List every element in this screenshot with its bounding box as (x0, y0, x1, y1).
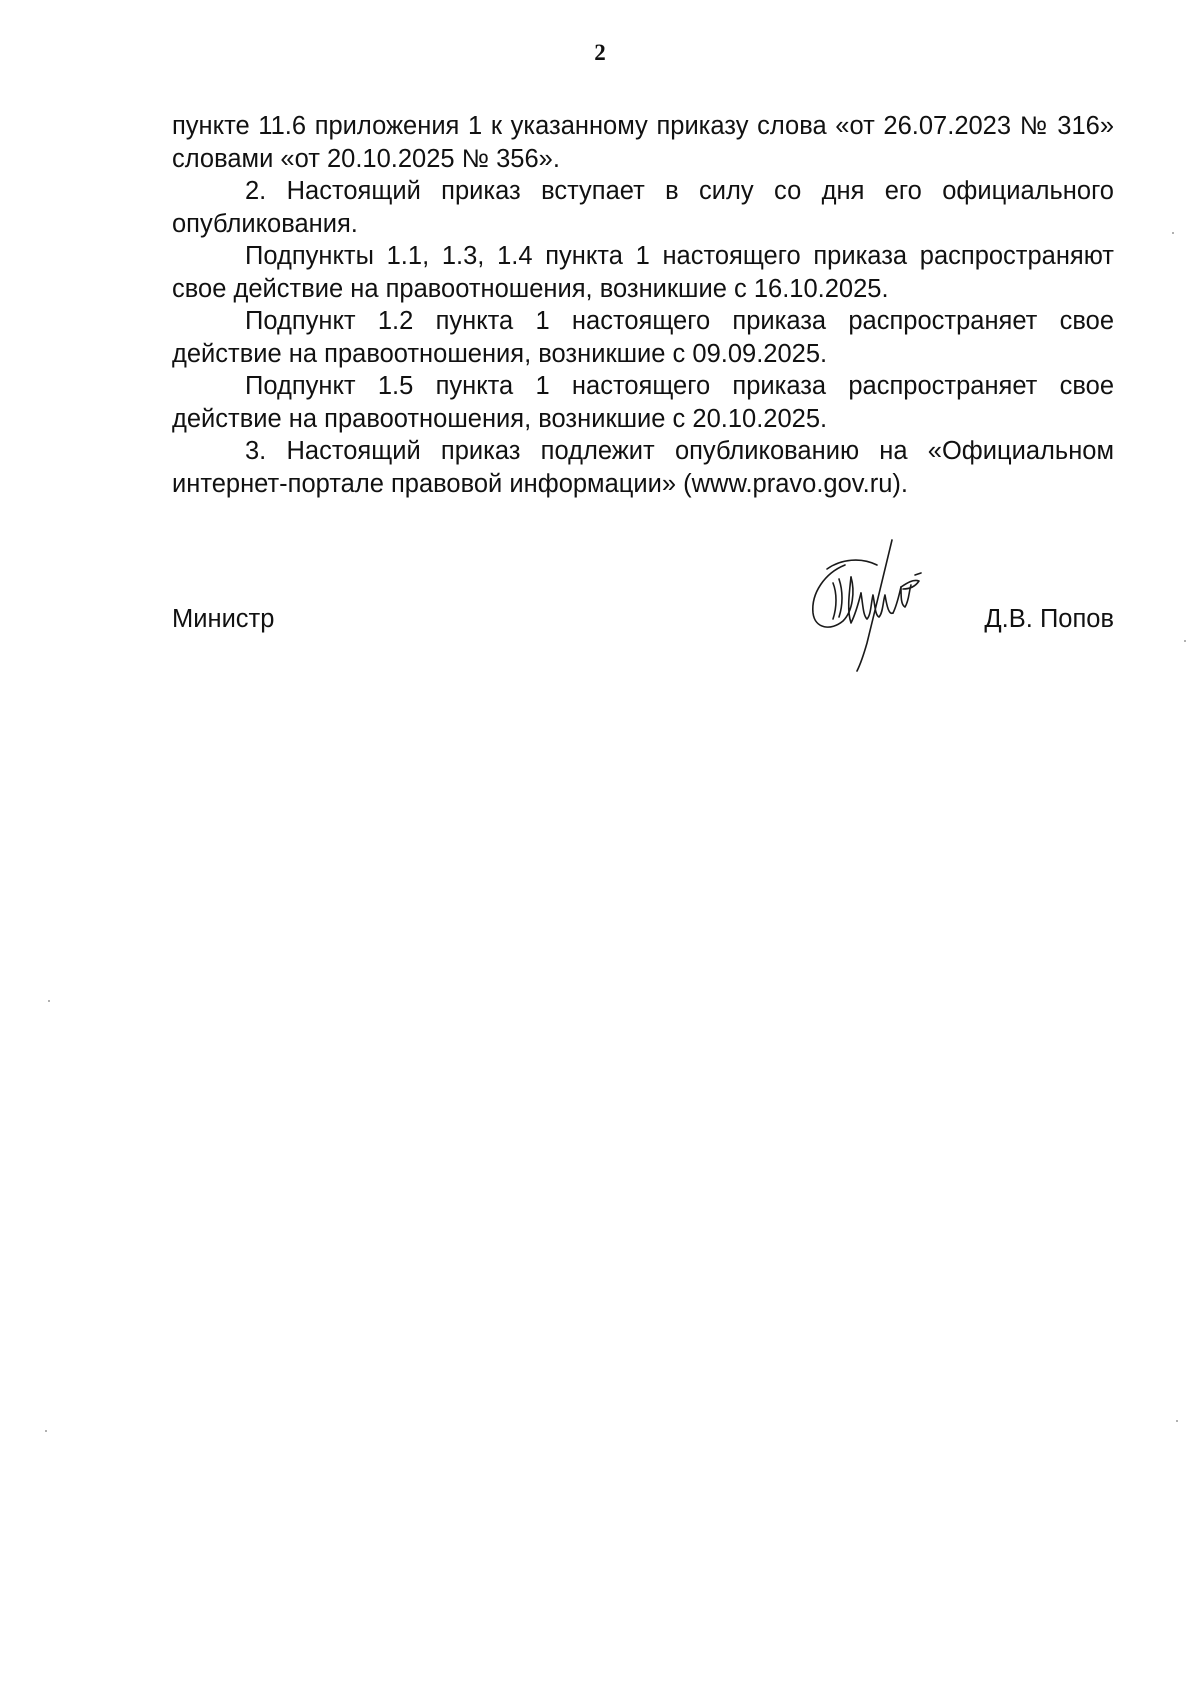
paragraph-entry-into-force: 2. Настоящий приказ вступает в силу со дня его официального опубликования. (172, 177, 1114, 238)
scan-speck (1172, 232, 1174, 234)
scan-speck (1176, 1420, 1178, 1422)
paragraph-publication: 3. Настоящий приказ подлежит опубликованию на «Официальном интернет-портале правовой информации» (www.pravo.gov.ru). (172, 437, 1114, 498)
document-body (172, 110, 1114, 500)
paragraph-subitem-1-5: Подпункт 1.5 пункта 1 настоящего приказа распространяет свое действие на правоотношения, возникшие с 20.10.2025. (172, 372, 1114, 433)
page-number: 2 (594, 40, 606, 65)
handwritten-signature (797, 535, 937, 675)
scan-speck (45, 1430, 47, 1432)
paragraph-subitem-1-2: Подпункт 1.2 пункта 1 настоящего приказа распространяет свое действие на правоотношения, возникшие с 09.09.2025. (172, 307, 1114, 368)
paragraph-continuation: пункте 11.6 приложения 1 к указанному приказу слова «от 26.07.2023 № 316» словами «от 20.10.2025 № 356». (172, 112, 1114, 173)
paragraph-subitems-1-1-1-3-1-4: Подпункты 1.1, 1.3, 1.4 пункта 1 настоящего приказа распространяют свое действие на правоотношения, возникшие с 16.10.2025. (172, 242, 1114, 303)
scan-speck (1184, 640, 1186, 642)
signature-block (172, 535, 1114, 675)
scan-speck (48, 1000, 50, 1002)
signer-position: Министр (172, 605, 275, 633)
signer-name: Д.В. Попов (984, 605, 1114, 633)
